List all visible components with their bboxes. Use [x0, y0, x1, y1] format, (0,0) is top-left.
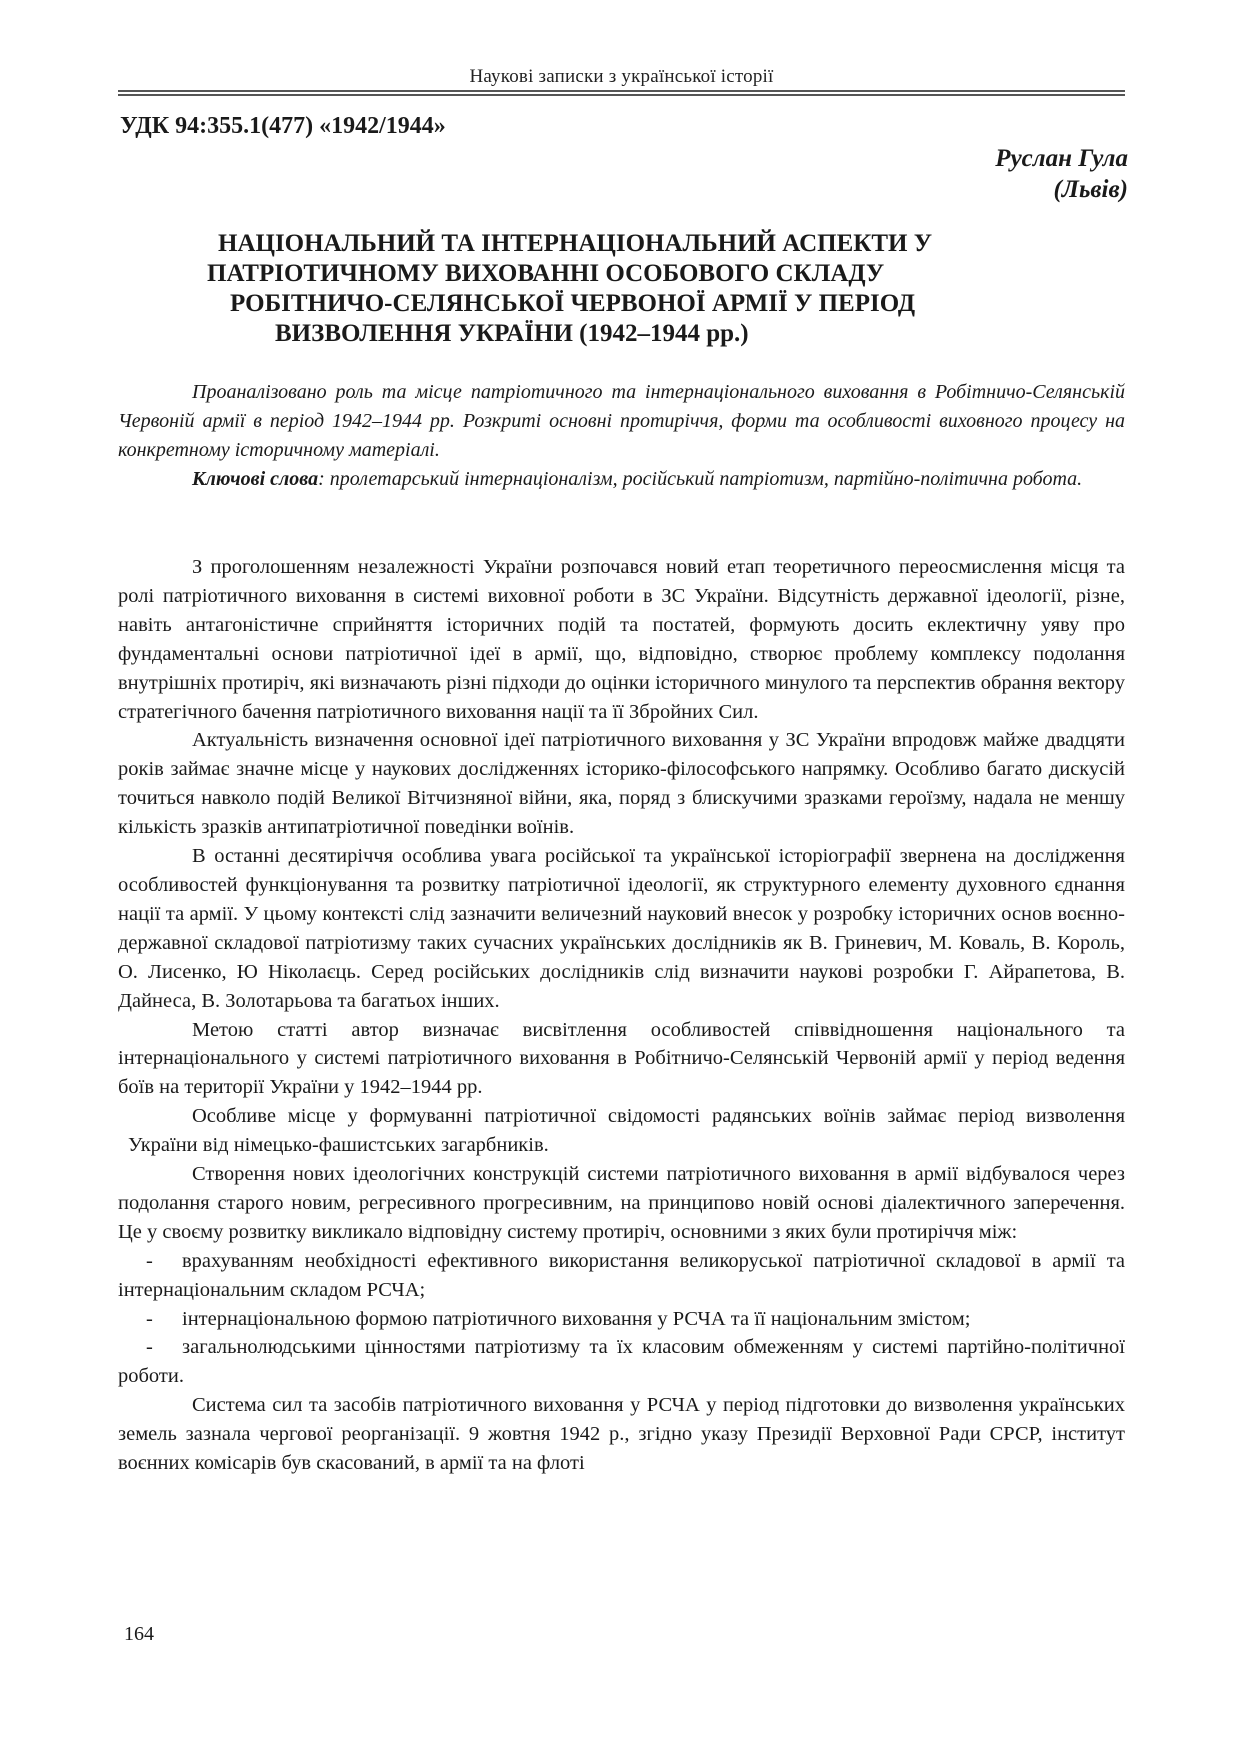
keywords-label: Ключові слова [192, 468, 319, 490]
keywords [118, 465, 1125, 494]
dash-marker: - [146, 1307, 153, 1330]
title-line: НАЦІОНАЛЬНИЙ ТА ІНТЕРНАЦІОНАЛЬНИЙ АСПЕКТИ У [218, 230, 933, 257]
paragraph: Система сил та засобів патріотичного виховання у РСЧА у період підготовки до визволення українських земель зазнала чергової реорганізації. 9 жовтня 1942 р., згідно указу Президії Верховної Ради СРСР, інститут воєнних комісарів був скасований, в армії та на флоті [118, 1394, 1125, 1475]
paragraph: Особливе місце у формуванні патріотичної свідомості радянських воїнів займає період визволення України від німецько-фашистських загарбників. [128, 1105, 1125, 1157]
body-text [118, 553, 1125, 1478]
paragraph: Створення нових ідеологічних конструкцій системи патріотичного виховання в армії відбувалося через подолання старого новим, регресивного прогресивним, на принципово новій основі діалектичного заперечення. Це у своєму розвитку викликало відповідну систему протиріч, основними з яких були протиріччя між: [118, 1163, 1125, 1243]
list-item-text: врахуванням необхідності ефективного використання великоруської патріотичної складової в армії та інтернаціональним складом РСЧА; [118, 1249, 1125, 1301]
title-line: ПАТРІОТИЧНОМУ ВИХОВАННІ ОСОБОВОГО СКЛАДУ [207, 260, 885, 287]
paragraph: В останні десятиріччя особлива увага російської та української історіографії звернена на дослідження особливостей функціонування та розвитку патріотичної ідеології, як структурного елементу духовного єднання нації та армії. У цьому контексті слід зазначити величезний науковий внесок у розробку історичних основ воєнно-державної складової патріотизму таких сучасних українських дослідників як В. Гриневич, М. Коваль, В. Король, О. Лисенко, Ю Ніколаєць. Серед російських дослідників слід визначити наукові розробки Г. Айрапетова, В. Дайнеса, В. Золотарьова та багатьох інших. [118, 845, 1125, 1012]
title-line: ВИЗВОЛЕННЯ УКРАЇНИ (1942–1944 рр.) [275, 320, 749, 347]
dash-marker: - [146, 1249, 153, 1272]
udc-code: УДК 94:355.1(477) «1942/1944» [120, 113, 446, 139]
paragraph: Метою статті автор визначає висвітлення особливостей співвідношення національного та інтернаціонального у системі патріотичного виховання в Робітничо-Селянській Червоній армії у період ведення боїв на території України у 1942–1944 рр. [118, 1018, 1125, 1099]
title-line: РОБІТНИЧО-СЕЛЯНСЬКОЇ ЧЕРВОНОЇ АРМІЇ У ПЕРІОД [230, 290, 916, 317]
article-title [180, 229, 1080, 349]
paragraph: З проголошенням незалежності України розпочався новий етап теоретичного переосмислення місця та ролі патріотичного виховання в системі виховної роботи в ЗС України. Відсутність державної ідеології, різне, навіть антагоністичне сприйняття історичних подій та постатей, формують досить еклектичну уяву про фундаментальні основи патріотичної ідеї в армії, що, відповідно, створює проблему комплексу подолання внутрішніх протиріч, які визначають різні підходи до оцінки історичного минулого та перспектив обрання вектору стратегічного бачення патріотичного виховання нації та її Збройних Сил. [118, 556, 1125, 723]
paragraph: Актуальність визначення основної ідеї патріотичного виховання у ЗС України впродовж майже двадцяти років займає значне місце у наукових дослідженнях історико-філософського напрямку. Особливо багато дискусій точиться навколо подій Великої Вітчизняної війни, яка, поряд з блискучими зразками героїзму, надала не меншу кількість зразків антипатріотичної поведінки воїнів. [118, 729, 1125, 839]
author-city: (Львів) [1053, 176, 1128, 203]
list-item-text: інтернаціональною формою патріотичного виховання у РСЧА та її національним змістом; [182, 1307, 971, 1330]
abstract-text: Проаналізовано роль та місце патріотичного та інтернаціонального виховання в Робітничо-Селянській Червоній армії в період 1942–1944 рр. Розкриті основні протиріччя, форми та особливості виховного процесу на конкретному історичному матеріалі. [118, 381, 1125, 461]
author-name: Руслан Гула [995, 145, 1128, 172]
list-item [118, 1247, 1125, 1305]
dash-marker: - [146, 1336, 153, 1359]
list-item [118, 1305, 1125, 1334]
header-double-rule [118, 90, 1125, 96]
author-block [995, 143, 1128, 205]
abstract-block [118, 378, 1125, 494]
page-number: 164 [124, 1623, 154, 1645]
list-item [118, 1333, 1125, 1391]
list-item-text: загальнолюдськими цінностями патріотизму та їх класовим обмеженням у системі партійно-політичної роботи. [118, 1336, 1125, 1388]
keywords-text: : пролетарський інтернаціоналізм, російський патріотизм, партійно-політична робота. [318, 468, 1083, 490]
running-head: Наукові записки з української історії [469, 66, 774, 87]
